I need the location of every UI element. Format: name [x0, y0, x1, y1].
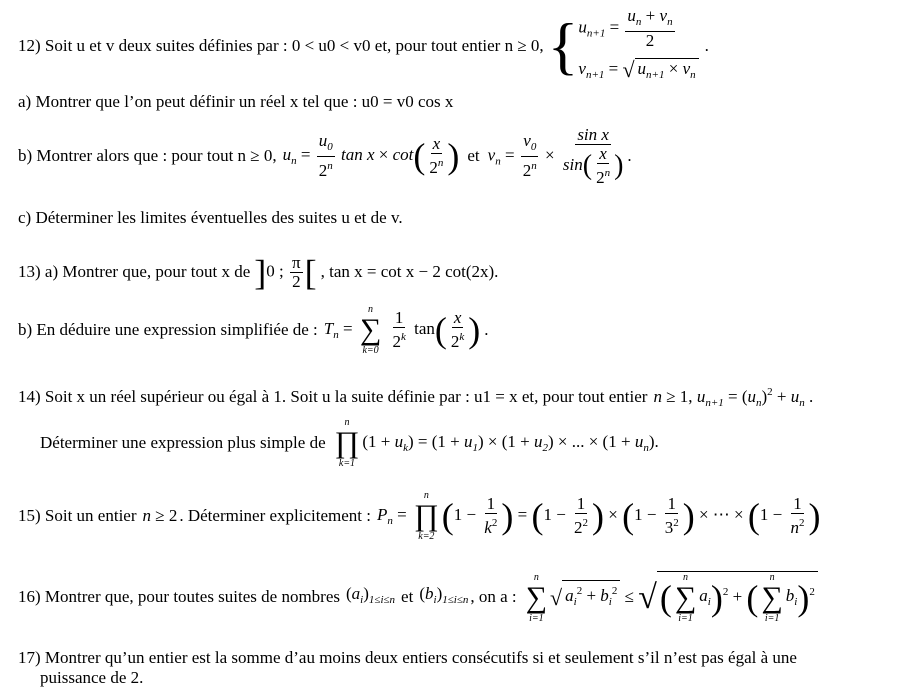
vn-formula: $v_n$ = $\frac{v_0}{2^n}$ × sin x sin( $\frac{x}{2^n}$ ): [487, 124, 624, 187]
q15-line: [18, 488, 821, 544]
q17-line2: puissance de 2.: [40, 668, 144, 687]
q15-condition: n ≥ 2: [142, 506, 178, 525]
q12-a: a) Montrer que l’on peut définir un réel x tel que : u0 = v0 cos x: [18, 92, 454, 111]
q13-a-suffix: , tan x = cot x − 2 cot(2x).: [320, 262, 499, 281]
q16-on-a: , on a :: [470, 587, 517, 606]
system-brace: {: [547, 10, 579, 81]
q12-intro-text: 12) Soit u et v deux suites définies par : 0 < u0 < v0 et, pour tout entier n ≥ 0,: [18, 36, 544, 55]
q14-recurrence: n ≥ 1, $u_{n+1} = (u_n)^2 + u_n$ .: [653, 385, 814, 409]
seq-a: $(a_i)_{1\le i\le n}$: [346, 584, 396, 606]
q13-b-line: b) En déduire une expression simplifiée de : $T_n$ = n ∑ k=0 $\frac{1}{2^k}$ tan( $\frac{x}{2^k}$ ) .: [18, 304, 489, 356]
interval: ]0 ; $\frac{\pi}{2}$ [: [254, 252, 317, 292]
pn-formula: $P_n$ = n ∏ k=2 (1 − $\frac{1}{k^2}$ ) = (1 − $\frac{1}{2^2}$ ) × (1 − $\frac{1}{3^2}$ ) × ⋯ × (1 − $\frac{1}{n^2}$ ): [377, 490, 821, 542]
q17-line1: 17) Montrer qu’un entier est la somme d’au moins deux entiers consécutifs si et seulement s’il n’est pas égal à une: [18, 648, 797, 667]
q15-middle: . Déterminer explicitement :: [179, 506, 372, 525]
q14-det-prefix: Déterminer une expression plus simple de: [40, 433, 326, 452]
seq-b: $(b_i)_{1\le i\le n}$: [419, 584, 469, 606]
recurrence-system: [578, 7, 698, 85]
q15-prefix: 15) Soit un entier: [18, 506, 137, 525]
q12-intro-line: 12) Soit u et v deux suites définies par : 0 < u0 < v0 et, pour tout entier n ≥ 0, { $u_{n+1}$ = $\frac{u_n + v_n}{2}$ $v_{n+1}$ = √ $u_{n+1} \times v_n$ .: [18, 10, 709, 82]
q12-b-and: et: [467, 146, 480, 165]
inequality-formula: n ∑ i=1 √ $a_i^2 + b_i^2$ ≤ √( n ∑ i=1 $a_i)^2$ + ( n ∑ i=1 $b_i)^2$: [523, 571, 818, 624]
q14-intro: 14) Soit x un réel supérieur ou égal à 1. Soit u la suite définie par : u1 = x et, pour tout entier: [18, 387, 648, 406]
tn-formula: $T_n$ = n ∑ k=0 $\frac{1}{2^k}$ tan( $\frac{x}{2^k}$ ): [323, 304, 481, 356]
product-formula: n ∏ k=1 $(1 + u_k) = (1 + u_1) \times (1 + u_2)$ × ... × $(1 + u_n)$.: [334, 417, 659, 469]
q12-b-line: b) Montrer alors que : pour tout n ≥ 0, $u_n$ = $\frac{u_0}{2^n}$ tan x × cot( $\frac{x}{2^n}$ ) et $v_n$ = $\frac{v_0}{2^n}$ × sin x sin( $\frac{x}{2^n}$ ) .: [18, 124, 632, 187]
q12-c: c) Déterminer les limites éventuelles des suites u et de v.: [18, 208, 403, 227]
q16-line: [18, 566, 818, 628]
v-recurrence: $v_{n+1}$ = √ $u_{n+1} \times v_n$: [578, 58, 698, 85]
q12-b-prefix: b) Montrer alors que : pour tout n ≥ 0,: [18, 146, 277, 165]
q14-det-line: [40, 418, 659, 468]
q16-and: et: [401, 587, 414, 606]
q14-intro-line: [18, 385, 813, 409]
q16-prefix: 16) Montrer que, pour toutes suites de nombres: [18, 587, 340, 606]
q13-a-line: [18, 248, 498, 296]
u-recurrence: $u_{n+1}$ = $\frac{u_n + v_n}{2}$: [578, 6, 673, 50]
un-formula: $u_n$ = $\frac{u_0}{2^n}$ tan x × cot( $\frac{x}{2^n}$ ): [282, 131, 460, 180]
q13-b-prefix: b) En déduire une expression simplifiée de :: [18, 320, 318, 339]
q13-a-prefix: 13) a) Montrer que, pour tout x de: [18, 262, 251, 281]
